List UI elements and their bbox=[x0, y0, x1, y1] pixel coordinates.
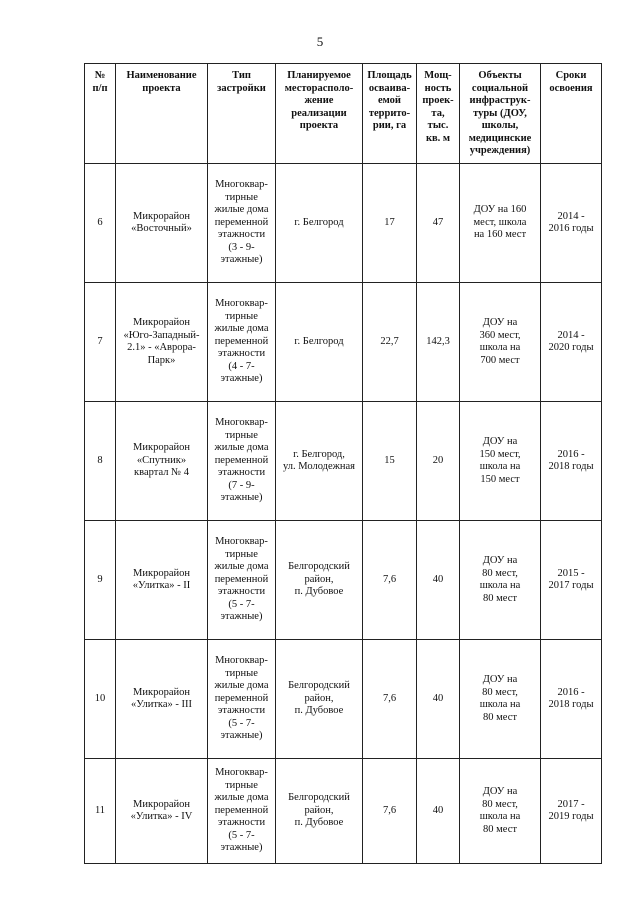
table-row bbox=[85, 402, 602, 521]
social-objects: ДОУ на 150 мест, школа на 150 мест bbox=[460, 402, 541, 521]
header-cell: № п/п bbox=[85, 64, 116, 164]
project-name: Микрорайон «Юго-Западный- 2.1» - «Аврора- Парк» bbox=[116, 283, 208, 402]
social-objects: ДОУ на 160 мест, школа на 160 мест bbox=[460, 164, 541, 283]
building-type: Многоквар- тирные жилые дома переменной этажности (5 - 7- этажные) bbox=[208, 521, 276, 640]
territory-area: 7,6 bbox=[363, 521, 417, 640]
projects-table bbox=[84, 63, 602, 864]
project-name: Микрорайон «Улитка» - IV bbox=[116, 759, 208, 864]
header-cell: Наименование проекта bbox=[116, 64, 208, 164]
project-name: Микрорайон «Улитка» - III bbox=[116, 640, 208, 759]
header-cell: Сроки освоения bbox=[541, 64, 602, 164]
social-objects: ДОУ на 80 мест, школа на 80 мест bbox=[460, 521, 541, 640]
row-number: 7 bbox=[85, 283, 116, 402]
development-terms: 2017 - 2019 годы bbox=[541, 759, 602, 864]
project-capacity: 40 bbox=[417, 640, 460, 759]
table-row bbox=[85, 521, 602, 640]
table-row bbox=[85, 759, 602, 864]
building-type: Многоквар- тирные жилые дома переменной этажности (5 - 7- этажные) bbox=[208, 759, 276, 864]
territory-area: 7,6 bbox=[363, 640, 417, 759]
row-number: 9 bbox=[85, 521, 116, 640]
territory-area: 22,7 bbox=[363, 283, 417, 402]
row-number: 8 bbox=[85, 402, 116, 521]
table-row bbox=[85, 164, 602, 283]
table-row bbox=[85, 283, 602, 402]
table-row bbox=[85, 640, 602, 759]
header-cell: Мощ- ность проек- та, тыс. кв. м bbox=[417, 64, 460, 164]
development-terms: 2016 - 2018 годы bbox=[541, 640, 602, 759]
project-location: г. Белгород bbox=[276, 164, 363, 283]
social-objects: ДОУ на 80 мест, школа на 80 мест bbox=[460, 640, 541, 759]
development-terms: 2015 - 2017 годы bbox=[541, 521, 602, 640]
header-cell: Планируемое месторасполо- жение реализации проекта bbox=[276, 64, 363, 164]
building-type: Многоквар- тирные жилые дома переменной этажности (7 - 9- этажные) bbox=[208, 402, 276, 521]
table-header-row bbox=[85, 64, 602, 164]
header-cell: Площадь осваива- емой террито- рии, га bbox=[363, 64, 417, 164]
row-number: 10 bbox=[85, 640, 116, 759]
building-type: Многоквар- тирные жилые дома переменной этажности (3 - 9- этажные) bbox=[208, 164, 276, 283]
project-capacity: 20 bbox=[417, 402, 460, 521]
territory-area: 15 bbox=[363, 402, 417, 521]
social-objects: ДОУ на 360 мест, школа на 700 мест bbox=[460, 283, 541, 402]
social-objects: ДОУ на 80 мест, школа на 80 мест bbox=[460, 759, 541, 864]
header-cell: Тип застройки bbox=[208, 64, 276, 164]
page-number: 5 bbox=[316, 34, 324, 49]
project-location: Белгородский район, п. Дубовое bbox=[276, 521, 363, 640]
header-cell: Объекты социальной инфраструк- туры (ДОУ, школы, медицинские учреждения) bbox=[460, 64, 541, 164]
project-location: Белгородский район, п. Дубовое bbox=[276, 759, 363, 864]
project-capacity: 142,3 bbox=[417, 283, 460, 402]
building-type: Многоквар- тирные жилые дома переменной этажности (5 - 7- этажные) bbox=[208, 640, 276, 759]
territory-area: 7,6 bbox=[363, 759, 417, 864]
project-name: Микрорайон «Восточный» bbox=[116, 164, 208, 283]
project-capacity: 40 bbox=[417, 521, 460, 640]
development-terms: 2014 - 2016 годы bbox=[541, 164, 602, 283]
territory-area: 17 bbox=[363, 164, 417, 283]
project-location: г. Белгород bbox=[276, 283, 363, 402]
project-capacity: 47 bbox=[417, 164, 460, 283]
project-name: Микрорайон «Улитка» - II bbox=[116, 521, 208, 640]
development-terms: 2016 - 2018 годы bbox=[541, 402, 602, 521]
row-number: 6 bbox=[85, 164, 116, 283]
project-name: Микрорайон «Спутник» квартал № 4 bbox=[116, 402, 208, 521]
row-number: 11 bbox=[85, 759, 116, 864]
project-location: г. Белгород, ул. Молодежная bbox=[276, 402, 363, 521]
development-terms: 2014 - 2020 годы bbox=[541, 283, 602, 402]
project-capacity: 40 bbox=[417, 759, 460, 864]
project-location: Белгородский район, п. Дубовое bbox=[276, 640, 363, 759]
building-type: Многоквар- тирные жилые дома переменной этажности (4 - 7- этажные) bbox=[208, 283, 276, 402]
